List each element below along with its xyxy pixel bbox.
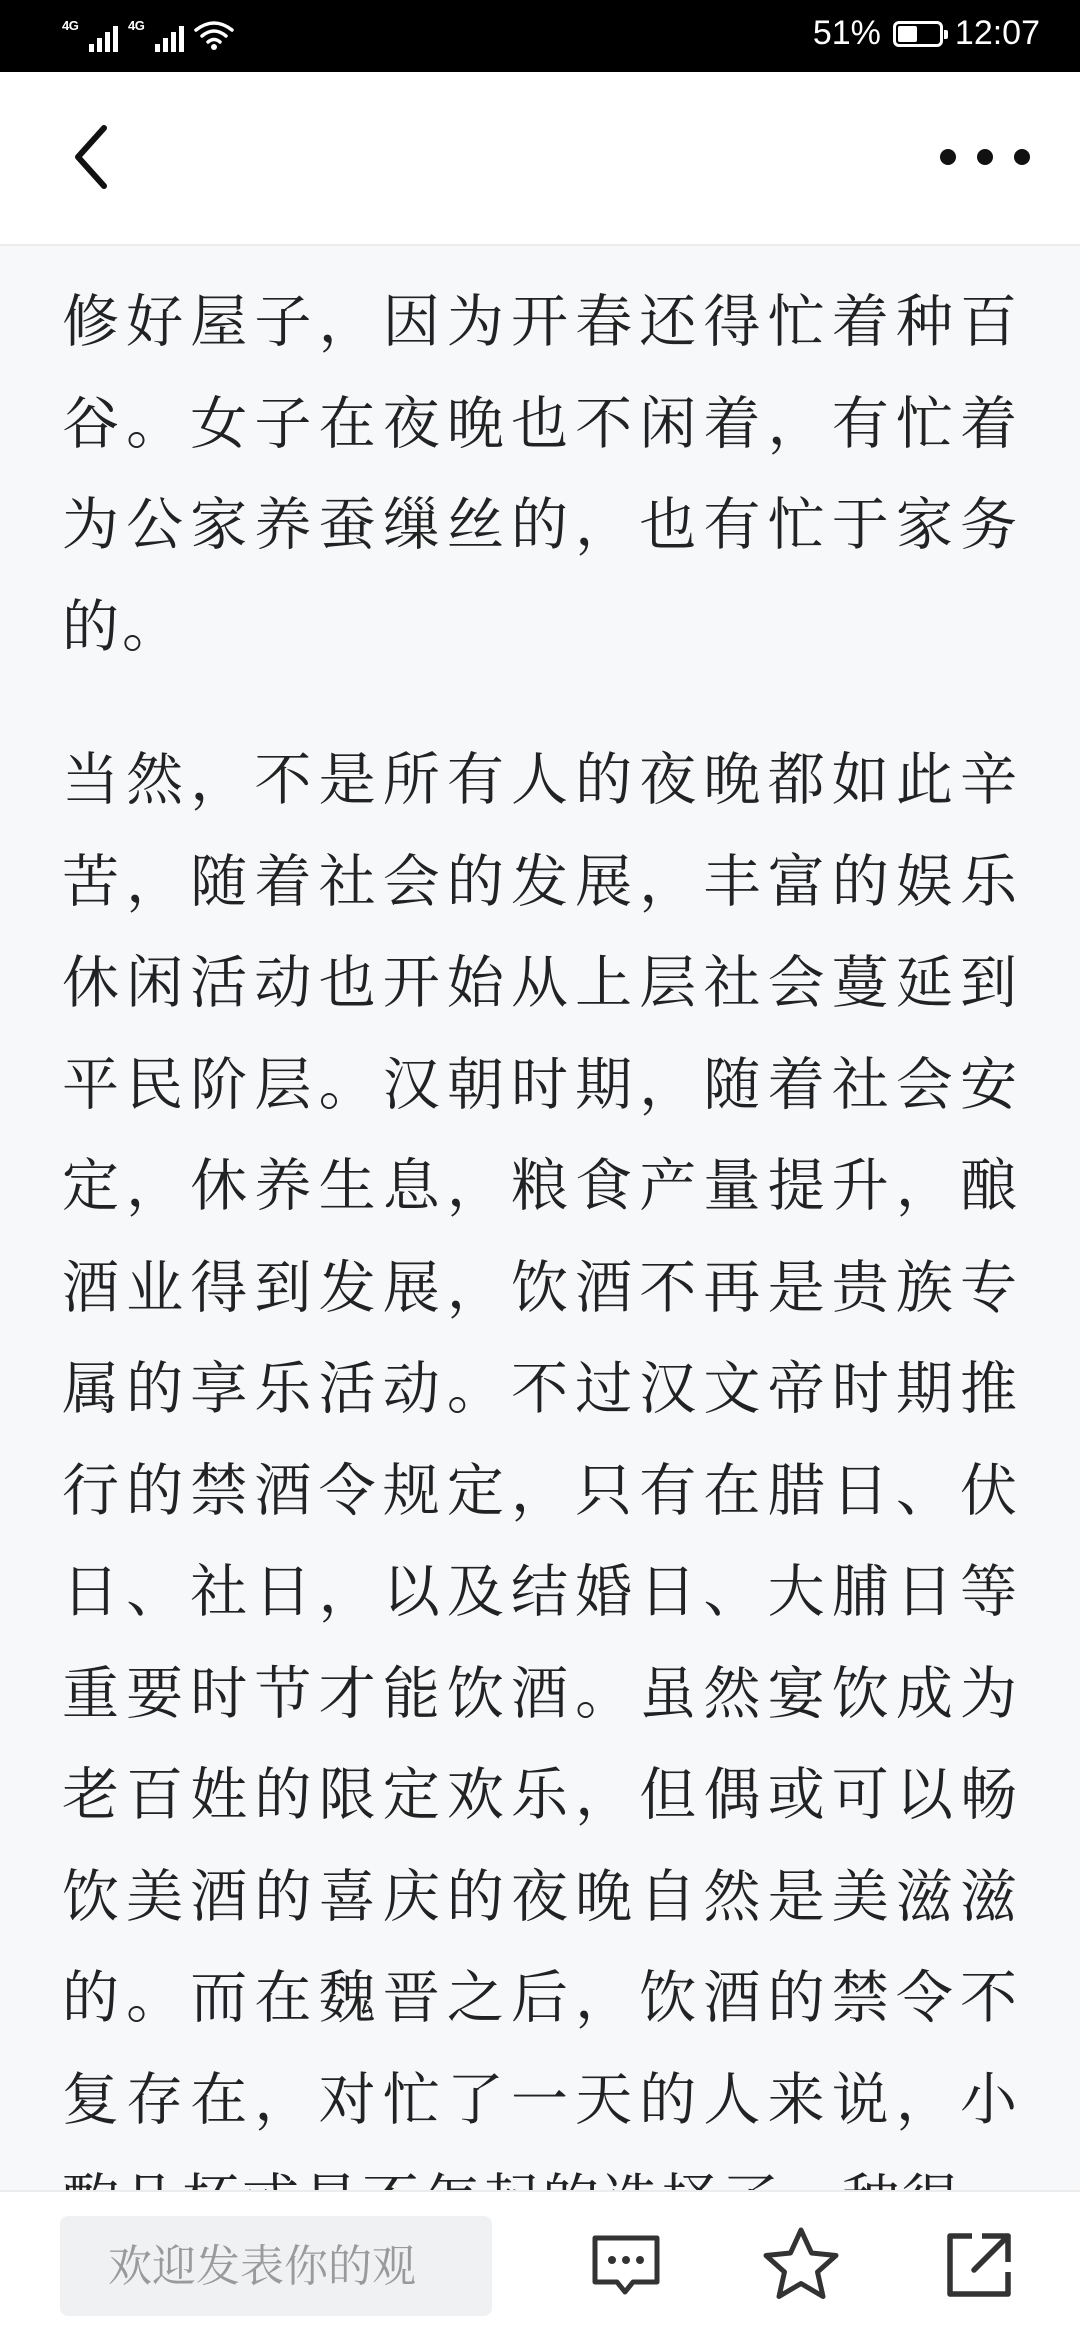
share-button[interactable] <box>938 2224 1020 2306</box>
status-bar-left <box>62 18 234 52</box>
more-horizontal-icon-dot <box>1014 149 1030 165</box>
clock: 12:07 <box>954 14 1040 52</box>
network-type-label: 4G <box>128 18 145 33</box>
article-paragraph: 修好屋子，因为开春还得忙着种百谷。女子在夜晚也不闲着，有忙着为公家养蚕缫丝的，也有忙于家务的。 <box>62 289 1020 660</box>
battery-level-fill <box>898 26 917 42</box>
star-icon <box>760 2224 842 2306</box>
more-options-button[interactable] <box>940 132 1030 182</box>
article-content <box>0 246 1080 2190</box>
wifi-icon <box>194 18 234 52</box>
favorite-button[interactable] <box>760 2224 842 2306</box>
battery-icon <box>893 21 943 47</box>
comment-button[interactable] <box>585 2224 667 2306</box>
bottom-action-bar <box>0 2190 1080 2342</box>
share-icon <box>938 2224 1020 2306</box>
comment-input[interactable] <box>60 2216 492 2316</box>
battery-percent: 51% <box>812 14 881 52</box>
article-paragraph: 当然，不是所有人的夜晚都如此辛苦，随着社会的发展，丰富的娱乐休闲活动也开始从上层社会蔓延到平民阶层。汉朝时期，随着社会安定，休养生息，粮食产量提升，酿酒业得到发展，饮酒不再是贵族专属的享乐活动。不过汉文帝时期推行的禁酒令规定，只有在腊日、伏日、社日，以及结婚日、大脯日等重要时节才能饮酒。虽然宴饮成为老百姓的限定欢乐，但偶或可以畅饮美酒的喜庆的夜晚自然是美滋滋的。而在魏晋之后，饮酒的禁令不复存在，对忙了一天的人来说，小 <box>62 747 1020 2133</box>
more-horizontal-icon-dot <box>940 149 956 165</box>
network-type-label: 4G <box>62 18 79 33</box>
status-bar-right <box>813 14 1040 53</box>
more-horizontal-icon-dot <box>977 149 993 165</box>
status-bar <box>0 0 1080 72</box>
chevron-left-icon <box>60 122 130 192</box>
top-navigation-bar <box>0 72 1080 246</box>
back-button[interactable] <box>60 122 130 192</box>
signal-strength-icon <box>62 18 118 52</box>
comment-icon <box>585 2224 667 2306</box>
signal-strength-icon <box>128 18 184 52</box>
